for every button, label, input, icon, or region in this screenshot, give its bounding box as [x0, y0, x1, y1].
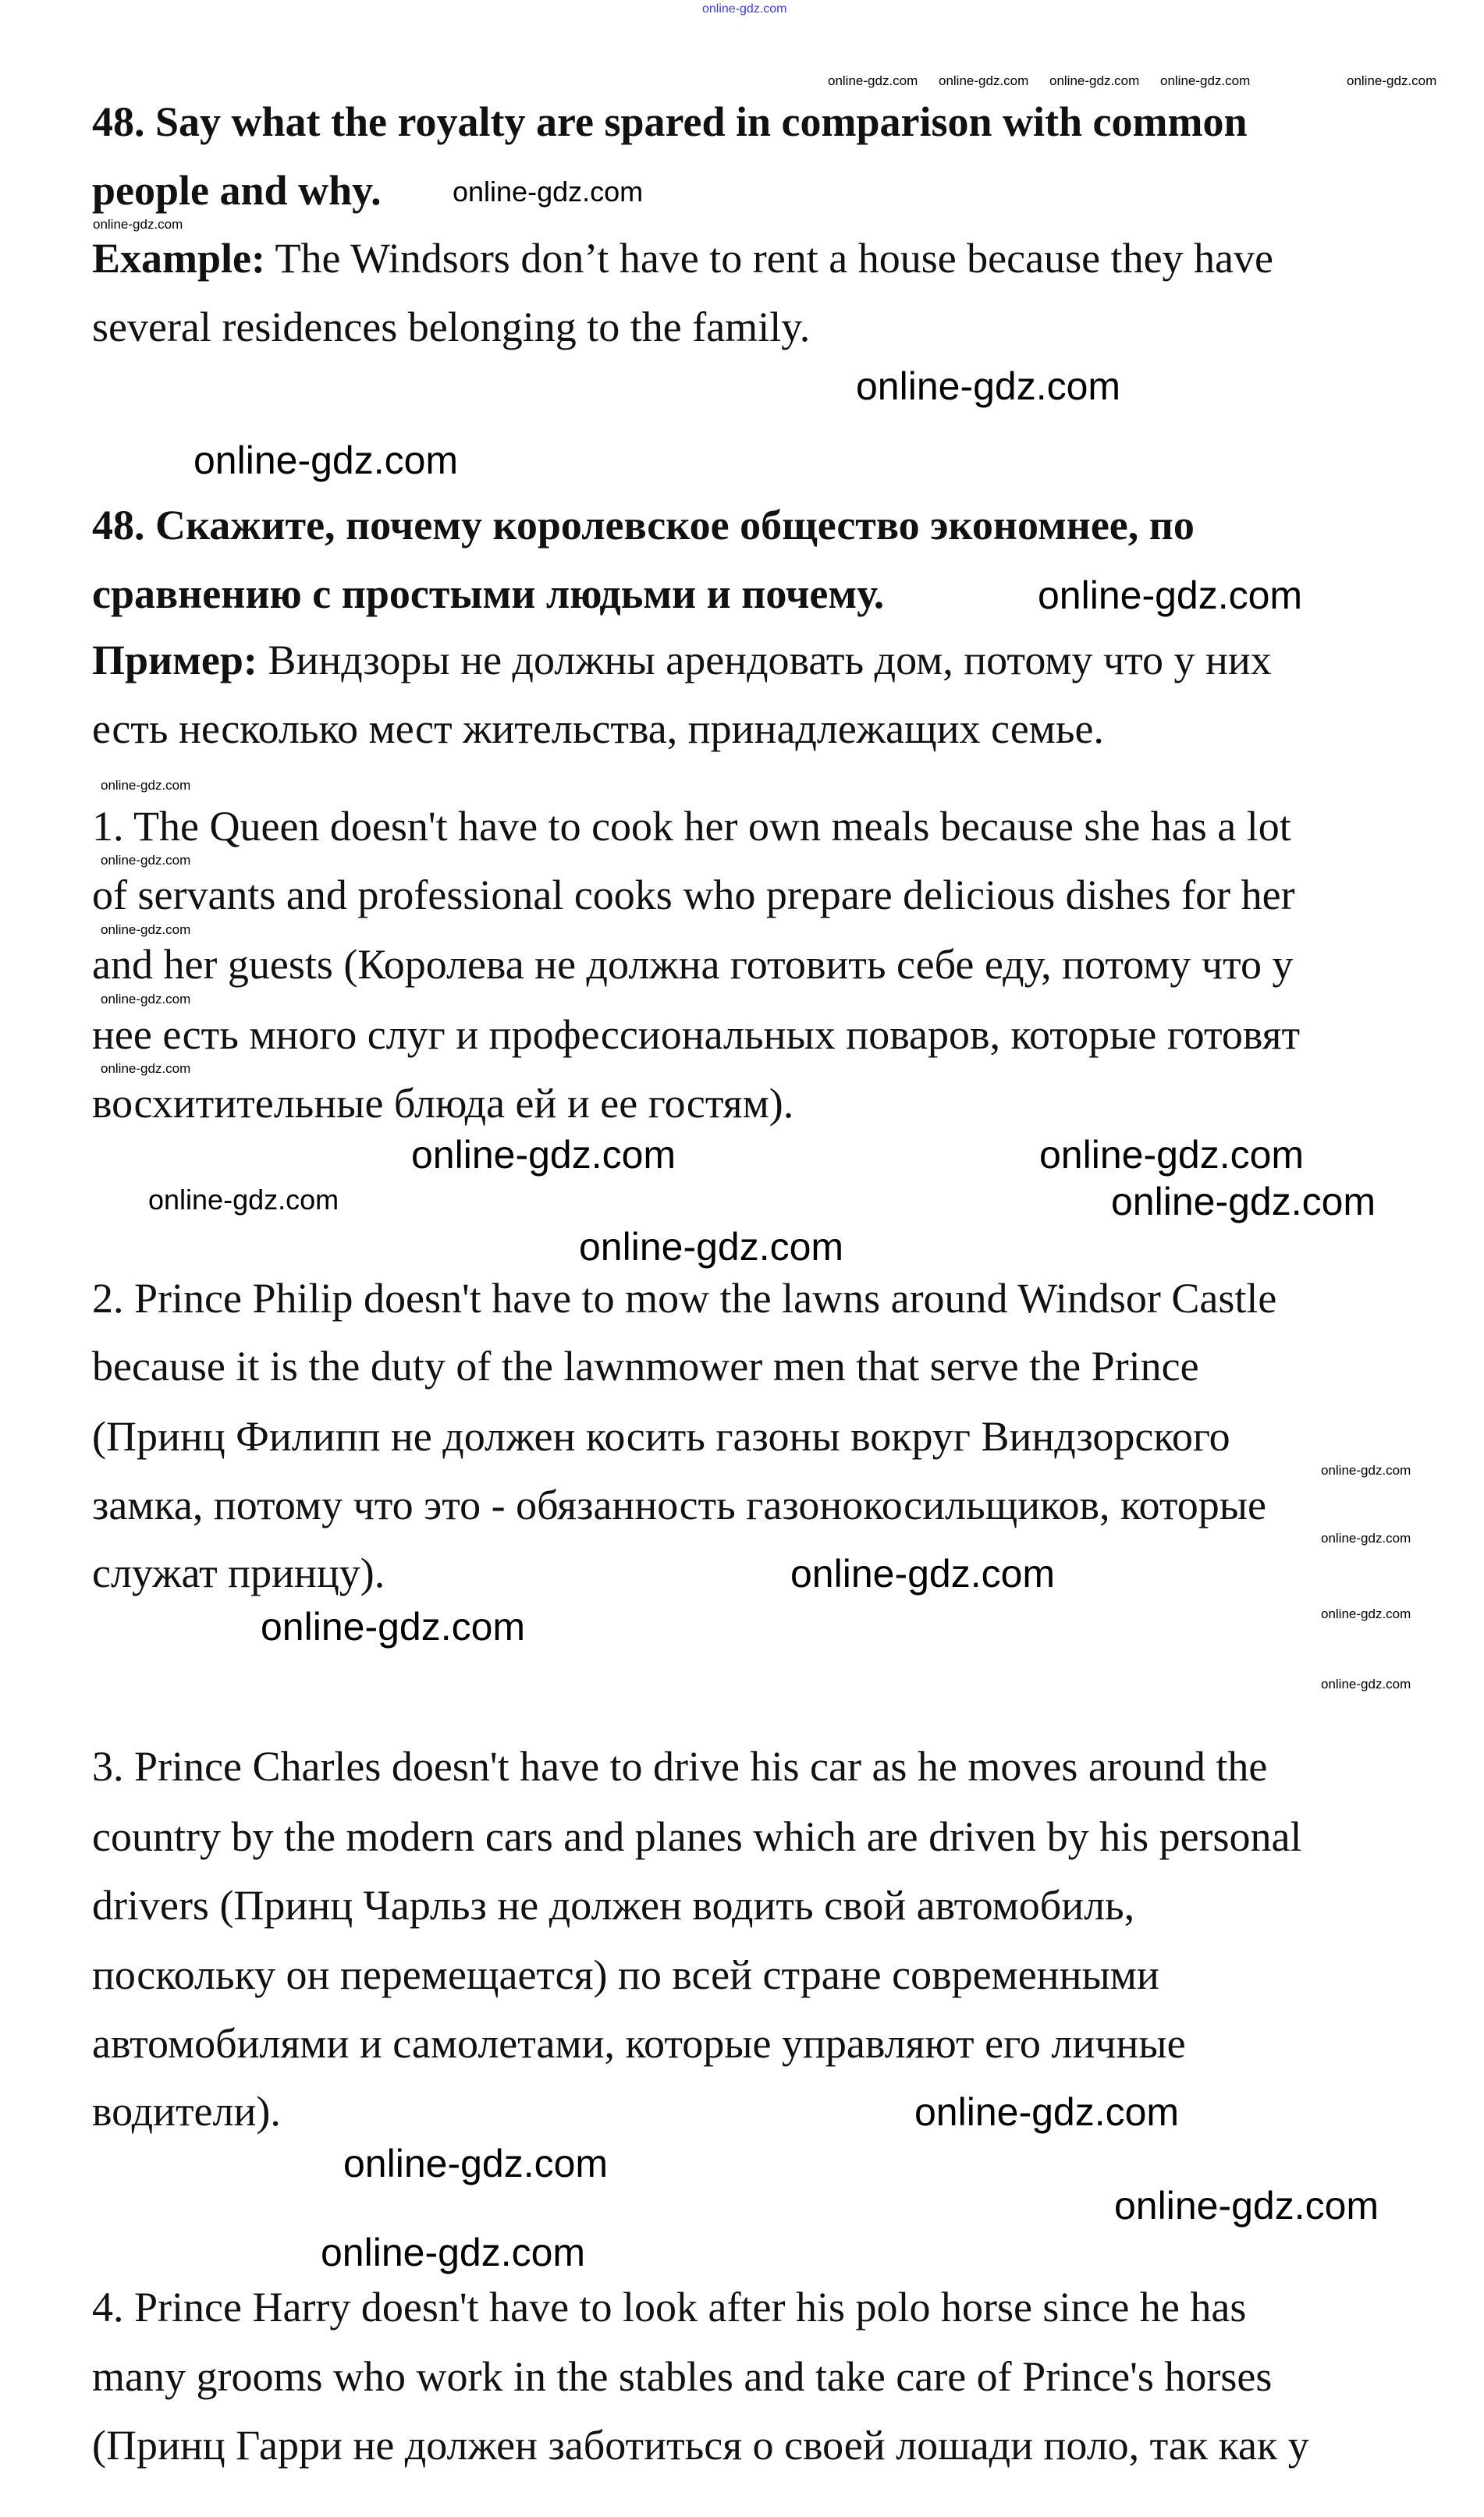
watermark: online-gdz.com [1111, 1180, 1376, 1223]
answer-1-line: and her guests (Королева не должна готовить себе еду, потому что у [92, 941, 1294, 988]
heading-ru-line: сравнению с простыми людьми и почему. [92, 570, 885, 617]
heading-en-line: people and why. [92, 167, 382, 214]
example-text: Виндзоры не должны арендовать дом, потому что у них [257, 637, 1272, 683]
watermark: online-gdz.com [101, 992, 191, 1006]
answer-3-line: drivers (Принц Чарльз не должен водить свой автомобиль, [92, 1882, 1135, 1929]
answer-3-line: водители). [92, 2088, 281, 2135]
watermark: online-gdz.com [101, 853, 191, 868]
watermark: online-gdz.com [261, 1605, 526, 1649]
heading-en-line: 48. Say what the royalty are spared in comparison with common [92, 98, 1248, 145]
example-label: Example: [92, 235, 265, 282]
watermark: online-gdz.com [702, 2, 787, 16]
answer-4-line: many grooms who work in the stables and take care of Prince's horses [92, 2353, 1273, 2400]
watermark: online-gdz.com [1049, 73, 1140, 88]
answer-1-line: восхитительные блюда ей и ее гостям). [92, 1080, 794, 1127]
watermark: online-gdz.com [101, 922, 191, 937]
watermark: online-gdz.com [1039, 1133, 1305, 1177]
watermark: online-gdz.com [148, 1184, 339, 1216]
example-ru-line: есть несколько мест жительства, принадлежащих семье. [92, 705, 1104, 752]
watermark: online-gdz.com [193, 438, 459, 482]
example-ru [92, 629, 1272, 691]
watermark: online-gdz.com [1347, 73, 1437, 88]
watermark: online-gdz.com [321, 2231, 586, 2274]
watermark: online-gdz.com [343, 2142, 609, 2185]
watermark: online-gdz.com [828, 73, 918, 88]
watermark: online-gdz.com [1038, 573, 1303, 617]
answer-2-line: замка, потому что это - обязанность газонокосильщиков, которые [92, 1482, 1266, 1528]
answer-1-line: нее есть много слуг и профессиональных поваров, которые готовят [92, 1011, 1301, 1058]
watermark: online-gdz.com [1321, 1463, 1411, 1478]
watermark: online-gdz.com [1114, 2184, 1379, 2228]
watermark: online-gdz.com [1160, 73, 1251, 88]
watermark: online-gdz.com [101, 1061, 191, 1076]
watermark: online-gdz.com [939, 73, 1029, 88]
answer-1-line: of servants and professional cooks who prepare delicious dishes for her [92, 872, 1295, 918]
answer-2-line: 2. Prince Philip doesn't have to mow the lawns around Windsor Castle [92, 1275, 1277, 1322]
example-en [92, 227, 1273, 289]
watermark: online-gdz.com [856, 364, 1121, 408]
answer-4-line: (Принц Гарри не должен заботиться о своей лошади поло, так как у [92, 2422, 1309, 2469]
watermark: online-gdz.com [93, 217, 183, 232]
answer-3-line: country by the modern cars and planes which are driven by his personal [92, 1813, 1302, 1860]
watermark: online-gdz.com [453, 176, 644, 208]
answer-3-line: автомобилями и самолетами, которые управляют его личные [92, 2020, 1186, 2067]
answer-4-line: 4. Prince Harry doesn't have to look after his polo horse since he has [92, 2284, 1247, 2331]
answer-2-line: because it is the duty of the lawnmower men that serve the Prince [92, 1343, 1199, 1390]
answer-2-line: (Принц Филипп не должен косить газоны вокруг Виндзорского [92, 1413, 1230, 1460]
watermark: online-gdz.com [1321, 1677, 1411, 1692]
example-label: Пример: [92, 637, 257, 683]
watermark: online-gdz.com [1321, 1606, 1411, 1621]
answer-1-line: 1. The Queen doesn't have to cook her own meals because she has a lot [92, 803, 1291, 850]
example-text: The Windsors don’t have to rent a house because they have [265, 235, 1273, 282]
watermark: online-gdz.com [790, 1552, 1056, 1596]
watermark: online-gdz.com [101, 778, 191, 793]
answer-3-line: 3. Prince Charles doesn't have to drive his car as he moves around the [92, 1743, 1268, 1790]
answer-3-line: поскольку он перемещается) по всей стране современными [92, 1951, 1159, 1998]
answer-2-line: служат принцу). [92, 1550, 385, 1596]
watermark: online-gdz.com [411, 1133, 676, 1177]
watermark: online-gdz.com [914, 2090, 1180, 2134]
example-en-line: several residences belonging to the family. [92, 304, 811, 350]
watermark: online-gdz.com [1321, 1531, 1411, 1546]
watermark: online-gdz.com [579, 1225, 844, 1269]
heading-ru-line: 48. Скажите, почему королевское общество экономнее, по [92, 502, 1195, 548]
